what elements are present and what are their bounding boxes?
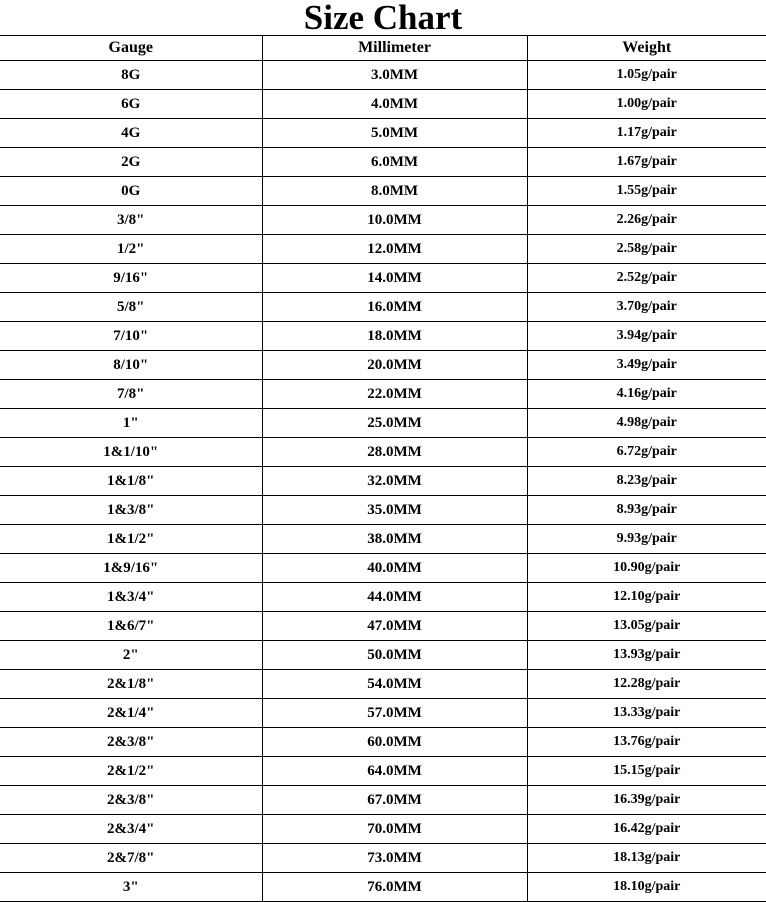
- weight-cell: 8.23g/pair: [527, 467, 766, 496]
- gauge-cell: 5/8": [0, 293, 262, 322]
- millimeter-cell: 18.0MM: [262, 322, 527, 351]
- gauge-cell: 2&7/8": [0, 844, 262, 873]
- weight-cell: 2.26g/pair: [527, 206, 766, 235]
- millimeter-cell: 22.0MM: [262, 380, 527, 409]
- table-row: [0, 177, 766, 206]
- table-row: [0, 61, 766, 90]
- weight-cell: 15.15g/pair: [527, 757, 766, 786]
- gauge-cell: 2&1/2": [0, 757, 262, 786]
- gauge-cell: 3": [0, 873, 262, 902]
- gauge-cell: 2G: [0, 148, 262, 177]
- weight-cell: 1.05g/pair: [527, 61, 766, 90]
- millimeter-cell: 40.0MM: [262, 554, 527, 583]
- table-row: [0, 844, 766, 873]
- weight-cell: 16.42g/pair: [527, 815, 766, 844]
- weight-cell: 13.05g/pair: [527, 612, 766, 641]
- table-row: [0, 496, 766, 525]
- table-row: [0, 670, 766, 699]
- weight-cell: 13.76g/pair: [527, 728, 766, 757]
- table-row: [0, 351, 766, 380]
- millimeter-cell: 73.0MM: [262, 844, 527, 873]
- weight-cell: 1.67g/pair: [527, 148, 766, 177]
- weight-cell: 1.55g/pair: [527, 177, 766, 206]
- gauge-cell: 8G: [0, 61, 262, 90]
- gauge-cell: 4G: [0, 119, 262, 148]
- millimeter-cell: 32.0MM: [262, 467, 527, 496]
- millimeter-cell: 28.0MM: [262, 438, 527, 467]
- table-row: [0, 757, 766, 786]
- table-row: [0, 815, 766, 844]
- size-chart-table: [0, 35, 766, 902]
- weight-cell: 1.17g/pair: [527, 119, 766, 148]
- gauge-cell: 1&3/4": [0, 583, 262, 612]
- table-row: [0, 235, 766, 264]
- weight-cell: 3.94g/pair: [527, 322, 766, 351]
- gauge-cell: 2&1/4": [0, 699, 262, 728]
- table-row: [0, 119, 766, 148]
- gauge-cell: 3/8": [0, 206, 262, 235]
- gauge-cell: 1&1/2": [0, 525, 262, 554]
- gauge-cell: 2&3/4": [0, 815, 262, 844]
- weight-cell: 16.39g/pair: [527, 786, 766, 815]
- millimeter-cell: 16.0MM: [262, 293, 527, 322]
- millimeter-cell: 50.0MM: [262, 641, 527, 670]
- table-row: [0, 293, 766, 322]
- millimeter-cell: 10.0MM: [262, 206, 527, 235]
- weight-cell: 3.49g/pair: [527, 351, 766, 380]
- column-header-weight: Weight: [527, 36, 766, 61]
- table-row: [0, 409, 766, 438]
- table-row: [0, 322, 766, 351]
- gauge-cell: 1&6/7": [0, 612, 262, 641]
- table-row: [0, 728, 766, 757]
- millimeter-cell: 76.0MM: [262, 873, 527, 902]
- weight-cell: 4.16g/pair: [527, 380, 766, 409]
- millimeter-cell: 64.0MM: [262, 757, 527, 786]
- weight-cell: 12.28g/pair: [527, 670, 766, 699]
- weight-cell: 8.93g/pair: [527, 496, 766, 525]
- weight-cell: 9.93g/pair: [527, 525, 766, 554]
- table-row: [0, 641, 766, 670]
- gauge-cell: 6G: [0, 90, 262, 119]
- table-row: [0, 525, 766, 554]
- gauge-cell: 1": [0, 409, 262, 438]
- weight-cell: 13.33g/pair: [527, 699, 766, 728]
- column-header-millimeter: Millimeter: [262, 36, 527, 61]
- gauge-cell: 7/8": [0, 380, 262, 409]
- gauge-cell: 1&3/8": [0, 496, 262, 525]
- table-row: [0, 206, 766, 235]
- millimeter-cell: 70.0MM: [262, 815, 527, 844]
- weight-cell: 18.10g/pair: [527, 873, 766, 902]
- weight-cell: 1.00g/pair: [527, 90, 766, 119]
- column-header-gauge: Gauge: [0, 36, 262, 61]
- table-row: [0, 554, 766, 583]
- weight-cell: 2.58g/pair: [527, 235, 766, 264]
- table-row: [0, 90, 766, 119]
- gauge-cell: 1&1/8": [0, 467, 262, 496]
- gauge-cell: 8/10": [0, 351, 262, 380]
- millimeter-cell: 60.0MM: [262, 728, 527, 757]
- millimeter-cell: 38.0MM: [262, 525, 527, 554]
- millimeter-cell: 67.0MM: [262, 786, 527, 815]
- page-title: Size Chart: [303, 0, 463, 37]
- gauge-cell: 1&1/10": [0, 438, 262, 467]
- millimeter-cell: 47.0MM: [262, 612, 527, 641]
- table-row: [0, 873, 766, 902]
- table-row: [0, 612, 766, 641]
- millimeter-cell: 12.0MM: [262, 235, 527, 264]
- millimeter-cell: 35.0MM: [262, 496, 527, 525]
- gauge-cell: 7/10": [0, 322, 262, 351]
- millimeter-cell: 25.0MM: [262, 409, 527, 438]
- table-body: [0, 61, 766, 902]
- table-row: [0, 583, 766, 612]
- gauge-cell: 1/2": [0, 235, 262, 264]
- millimeter-cell: 44.0MM: [262, 583, 527, 612]
- gauge-cell: 0G: [0, 177, 262, 206]
- table-row: [0, 786, 766, 815]
- table-header-row: [0, 36, 766, 61]
- millimeter-cell: 4.0MM: [262, 90, 527, 119]
- table-row: [0, 699, 766, 728]
- table-row: [0, 264, 766, 293]
- millimeter-cell: 54.0MM: [262, 670, 527, 699]
- table-row: [0, 438, 766, 467]
- gauge-cell: 2&3/8": [0, 786, 262, 815]
- gauge-cell: 2&3/8": [0, 728, 262, 757]
- gauge-cell: 1&9/16": [0, 554, 262, 583]
- gauge-cell: 2": [0, 641, 262, 670]
- weight-cell: 3.70g/pair: [527, 293, 766, 322]
- millimeter-cell: 6.0MM: [262, 148, 527, 177]
- millimeter-cell: 20.0MM: [262, 351, 527, 380]
- millimeter-cell: 57.0MM: [262, 699, 527, 728]
- table-row: [0, 467, 766, 496]
- weight-cell: 18.13g/pair: [527, 844, 766, 873]
- weight-cell: 10.90g/pair: [527, 554, 766, 583]
- millimeter-cell: 14.0MM: [262, 264, 527, 293]
- weight-cell: 2.52g/pair: [527, 264, 766, 293]
- gauge-cell: 9/16": [0, 264, 262, 293]
- weight-cell: 13.93g/pair: [527, 641, 766, 670]
- millimeter-cell: 3.0MM: [262, 61, 527, 90]
- millimeter-cell: 5.0MM: [262, 119, 527, 148]
- gauge-cell: 2&1/8": [0, 670, 262, 699]
- millimeter-cell: 8.0MM: [262, 177, 527, 206]
- weight-cell: 6.72g/pair: [527, 438, 766, 467]
- weight-cell: 12.10g/pair: [527, 583, 766, 612]
- table-row: [0, 380, 766, 409]
- table-row: [0, 148, 766, 177]
- weight-cell: 4.98g/pair: [527, 409, 766, 438]
